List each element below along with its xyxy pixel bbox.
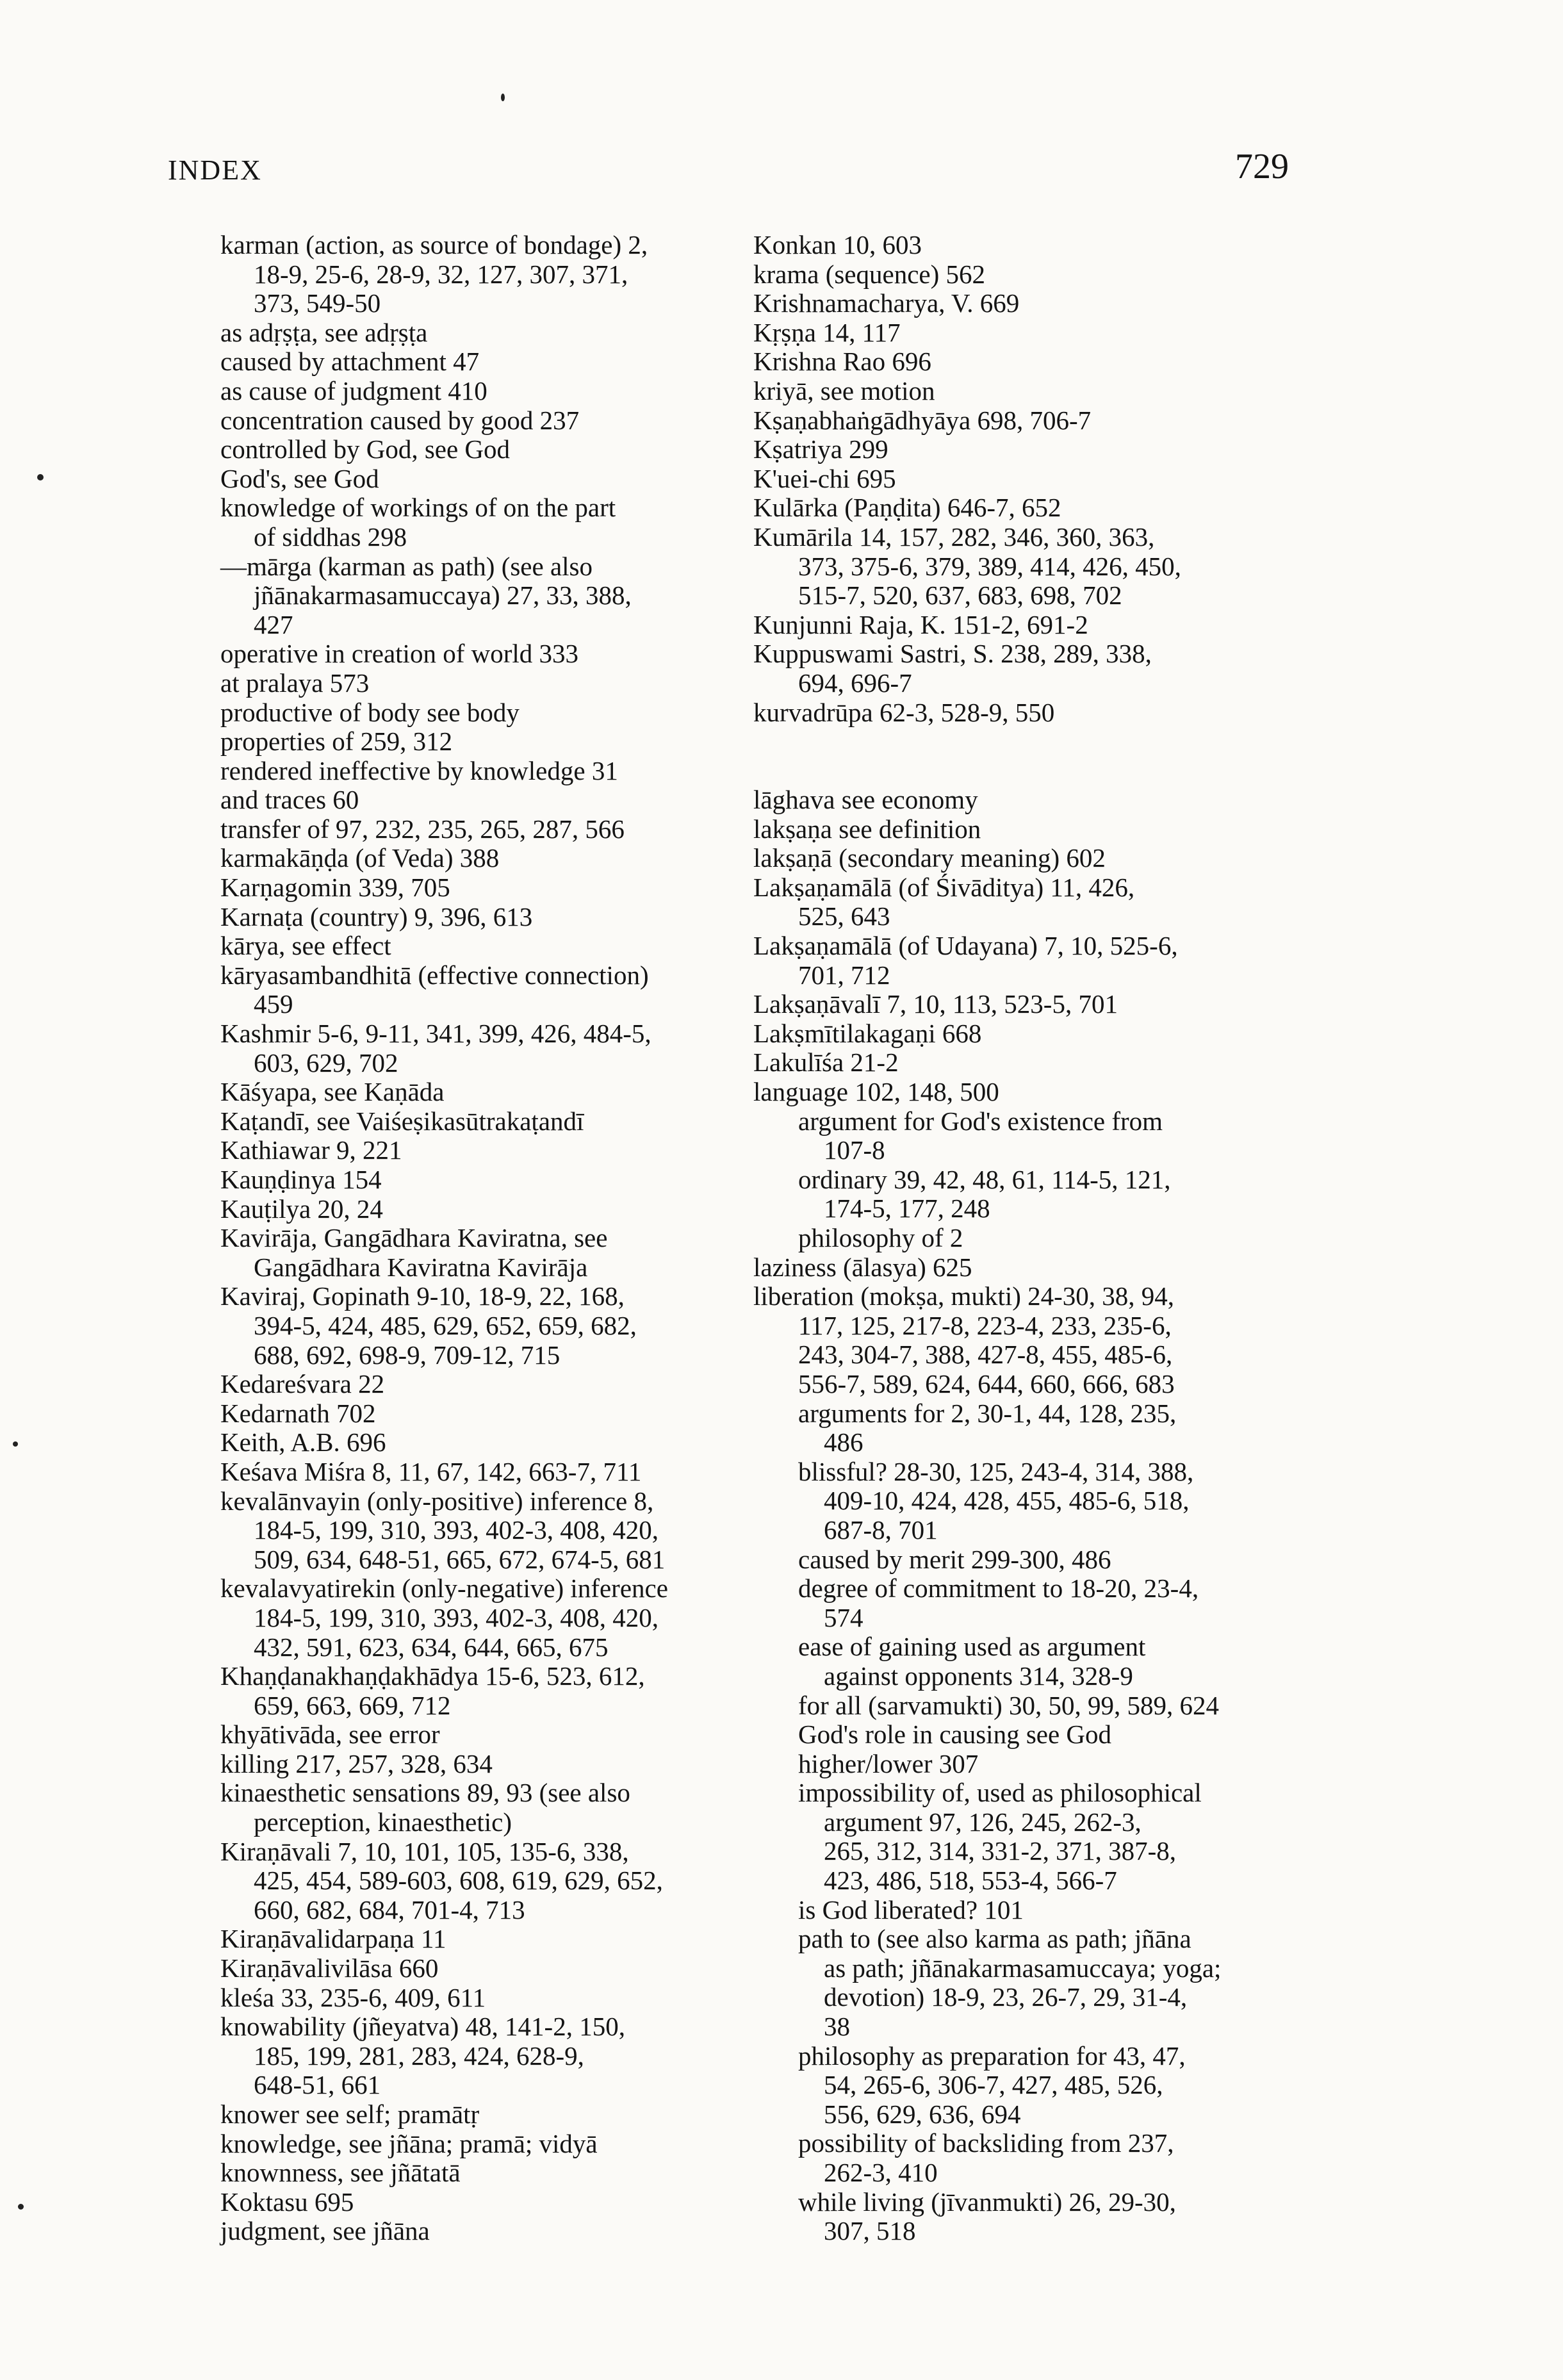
index-subentry: 525, 643 (798, 901, 890, 931)
index-heading: lakṣaṇa see definition (753, 814, 981, 844)
index-heading: Krishnamacharya, V. 669 (753, 288, 1020, 318)
index-subentry: and traces 60 (220, 785, 359, 815)
index-heading: Kedarnath 702 (220, 1398, 376, 1428)
index-subentry: 373, 375-6, 379, 389, 414, 426, 450, (798, 551, 1181, 581)
index-subentry: path to (see also karma as path; jñāna (798, 1924, 1191, 1954)
index-continuation: 509, 634, 648-51, 665, 672, 674-5, 681 (254, 1544, 666, 1574)
index-heading: khyātivāda, see error (220, 1719, 440, 1750)
index-heading: knowledge, see jñāna; pramā; vidyā (220, 2128, 598, 2158)
scan-speck (501, 94, 505, 101)
index-subentry: —mārga (karman as path) (see also (220, 551, 593, 581)
scan-speck (13, 1441, 18, 1447)
index-continuation: 648-51, 661 (254, 2070, 381, 2100)
index-heading: Kiraṇāvali 7, 10, 101, 105, 135-6, 338, (220, 1836, 629, 1866)
index-heading: krama (sequence) 562 (753, 259, 985, 289)
entry-group-gap (753, 727, 1279, 785)
index-subentry: higher/lower 307 (798, 1748, 979, 1778)
index-heading: Kauṇḍinya 154 (220, 1165, 382, 1194)
index-continuation: 423, 486, 518, 553-4, 566-7 (824, 1866, 1117, 1896)
index-subentry: transfer of 97, 232, 235, 265, 287, 566 (220, 814, 625, 844)
index-subentry: rendered ineffective by knowledge 31 (220, 755, 618, 785)
index-heading: killing 217, 257, 328, 634 (220, 1748, 493, 1778)
index-heading: kārya, see effect (220, 931, 391, 961)
index-continuation: 262-3, 410 (824, 2158, 938, 2187)
index-subentry: impossibility of, used as philosophical (798, 1778, 1202, 1808)
index-continuation: 659, 663, 669, 712 (254, 1690, 451, 1720)
index-subentry: 243, 304-7, 388, 427-8, 455, 485-6, (798, 1340, 1173, 1370)
index-heading: knownness, see jñātatā (220, 2158, 461, 2188)
index-heading: Kṣaṇabhaṅgādhyāya 698, 706-7 (753, 405, 1092, 435)
index-continuation: 459 (254, 989, 293, 1019)
index-heading: Kathiawar 9, 221 (220, 1135, 402, 1165)
index-subentry: 556-7, 589, 624, 644, 660, 666, 683 (798, 1368, 1175, 1399)
index-heading: Khaṇḍanakhaṇḍakhādya 15-6, 523, 612, (220, 1661, 645, 1691)
index-continuation: jñānakarmasamuccaya) 27, 33, 388, (254, 580, 632, 611)
index-heading: Lakṣmītilakagaṇi 668 (753, 1018, 982, 1048)
index-subentry: properties of 259, 312 (220, 726, 453, 757)
index-heading: Lakṣaṇamālā (of Udayana) 7, 10, 525-6, (753, 931, 1178, 961)
index-heading: K'uei-chi 695 (753, 463, 896, 493)
index-heading: kevalānvayin (only-positive) inference 8, (220, 1486, 654, 1516)
index-heading: Kṛṣṇa 14, 117 (753, 317, 901, 347)
index-heading: Koktasu 695 (220, 2187, 354, 2217)
index-continuation: 265, 312, 314, 331-2, 371, 387-8, (824, 1836, 1177, 1866)
scan-speck (37, 474, 44, 480)
index-continuation: 660, 682, 684, 701-4, 713 (254, 1894, 525, 1925)
index-subentry: controlled by God, see God (220, 434, 511, 464)
index-continuation: 373, 549-50 (254, 288, 381, 318)
index-heading: karmakāṇḍa (of Veda) 388 (220, 843, 500, 873)
index-continuation: against opponents 314, 328-9 (824, 1661, 1133, 1691)
index-subentry: God's role in causing see God (798, 1719, 1112, 1750)
index-heading: Keith, A.B. 696 (220, 1427, 386, 1457)
index-continuation: 54, 265-6, 306-7, 427, 485, 526, (824, 2070, 1163, 2100)
index-heading: knower see self; pramātṛ (220, 2099, 480, 2129)
index-continuation: Gangādhara Kaviratna Kavirāja (254, 1252, 588, 1282)
index-subentry: argument for God's existence from (798, 1106, 1163, 1136)
index-subentry: degree of commitment to 18-20, 23-4, (798, 1573, 1199, 1604)
index-heading: language 102, 148, 500 (753, 1077, 999, 1107)
index-continuation: 307, 518 (824, 2216, 916, 2246)
index-heading: Kṣatriya 299 (753, 434, 888, 464)
index-heading: Kuppuswami Sastri, S. 238, 289, 338, (753, 639, 1152, 669)
index-continuation: 687-8, 701 (824, 1514, 938, 1545)
index-subentry: while living (jīvanmukti) 26, 29-30, (798, 2187, 1176, 2217)
index-continuation: 38 (824, 2012, 850, 2042)
index-subentry: philosophy as preparation for 43, 47, (798, 2040, 1186, 2071)
index-heading: Lakṣaṇāvalī 7, 10, 113, 523-5, 701 (753, 989, 1118, 1019)
index-heading: Kumārila 14, 157, 282, 346, 360, 363, (753, 521, 1155, 552)
index-subentry: 515-7, 520, 637, 683, 698, 702 (798, 580, 1122, 611)
index-continuation: 574 (824, 1602, 863, 1632)
index-subentry: is God liberated? 101 (798, 1894, 1024, 1925)
index-heading: Lakulīśa 21-2 (753, 1047, 899, 1078)
page-number: 729 (1235, 147, 1289, 186)
index-column-left (220, 231, 715, 2246)
index-heading: kriyā, see motion (753, 375, 935, 406)
index-heading: Lakṣaṇamālā (of Śivāditya) 11, 426, (753, 872, 1135, 902)
index-subentry: for all (sarvamukti) 30, 50, 99, 589, 624 (798, 1690, 1220, 1720)
index-subentry: as adṛṣṭa, see adṛṣṭa (220, 317, 428, 347)
index-heading: Konkan 10, 603 (753, 230, 922, 259)
index-heading: knowability (jñeyatva) 48, 141-2, 150, (220, 2012, 625, 2042)
index-subentry: as cause of judgment 410 (220, 375, 487, 406)
index-subentry: caused by merit 299-300, 486 (798, 1544, 1111, 1574)
index-heading: Kiraṇāvalivilāsa 660 (220, 1953, 439, 1983)
index-column-right (753, 231, 1279, 2246)
index-continuation: 688, 692, 698-9, 709-12, 715 (254, 1340, 561, 1370)
index-heading: Kavirāja, Gangādhara Kaviratna, see (220, 1223, 608, 1253)
index-heading: Kaṭandī, see Vaiśeṣikasūtrakaṭandī (220, 1106, 584, 1136)
index-continuation: 425, 454, 589-603, 608, 619, 629, 652, (254, 1866, 663, 1896)
index-heading: kleśa 33, 235-6, 409, 611 (220, 1982, 486, 2012)
index-continuation: of siddhas 298 (254, 521, 407, 552)
index-subentry: ease of gaining used as argument (798, 1632, 1146, 1662)
index-heading: Kulārka (Paṇḍita) 646-7, 652 (753, 493, 1061, 523)
index-subentry: knowledge of workings of on the part (220, 493, 616, 523)
index-heading: karman (action, as source of bondage) 2, (220, 230, 648, 259)
index-subentry: 701, 712 (798, 960, 890, 990)
index-continuation: 427 (254, 609, 293, 639)
index-heading: Kunjunni Raja, K. 151-2, 691-2 (753, 609, 1088, 639)
index-subentry: at pralaya 573 (220, 668, 370, 698)
index-continuation: 107-8 (824, 1135, 885, 1165)
index-heading: Kedareśvara 22 (220, 1369, 385, 1399)
index-continuation: 603, 629, 702 (254, 1047, 398, 1078)
index-subentry: caused by attachment 47 (220, 347, 480, 377)
index-heading: laziness (ālasya) 625 (753, 1252, 972, 1282)
index-heading: Krishna Rao 696 (753, 347, 931, 377)
index-continuation: devotion) 18-9, 23, 26-7, 29, 31-4, (824, 1982, 1188, 2012)
index-continuation: 432, 591, 623, 634, 644, 665, 675 (254, 1632, 609, 1662)
index-continuation: 185, 199, 281, 283, 424, 628-9, (254, 2040, 584, 2071)
index-continuation: argument 97, 126, 245, 262-3, (824, 1807, 1142, 1837)
scan-speck (18, 2204, 24, 2210)
index-continuation: 486 (824, 1427, 863, 1457)
index-subentry: concentration caused by good 237 (220, 405, 580, 435)
index-continuation: 394-5, 424, 485, 629, 652, 659, 682, (254, 1310, 637, 1340)
index-continuation: 409-10, 424, 428, 455, 485-6, 518, (824, 1486, 1190, 1516)
index-heading: liberation (mokṣa, mukti) 24-30, 38, 94, (753, 1281, 1175, 1311)
index-subentry: 694, 696-7 (798, 668, 912, 698)
index-continuation: 174-5, 177, 248 (824, 1194, 990, 1224)
index-subentry: 117, 125, 217-8, 223-4, 233, 235-6, (798, 1310, 1172, 1340)
index-subentry: productive of body see body (220, 697, 520, 727)
index-heading: kāryasambandhitā (effective connection) (220, 960, 649, 990)
index-subentry: philosophy of 2 (798, 1223, 963, 1252)
index-continuation: perception, kinaesthetic) (254, 1807, 512, 1837)
index-heading: Kashmir 5-6, 9-11, 341, 399, 426, 484-5, (220, 1019, 651, 1049)
index-subentry: operative in creation of world 333 (220, 639, 579, 669)
index-continuation: 184-5, 199, 310, 393, 402-3, 408, 420, (254, 1515, 659, 1545)
index-subentry: God's, see God (220, 463, 379, 493)
index-subentry: possibility of backsliding from 237, (798, 2128, 1174, 2158)
index-heading: Karnaṭa (country) 9, 396, 613 (220, 901, 533, 931)
index-heading: judgment, see jñāna (220, 2216, 430, 2246)
index-continuation: 184-5, 199, 310, 393, 402-3, 408, 420, (254, 1602, 659, 1632)
index-heading: lāghava see economy (753, 785, 978, 815)
index-heading: Kauṭilya 20, 24 (220, 1194, 383, 1224)
index-heading: Keśava Miśra 8, 11, 67, 142, 663-7, 711 (220, 1456, 642, 1486)
index-heading: lakṣaṇā (secondary meaning) 602 (753, 843, 1106, 873)
index-heading: Kaviraj, Gopinath 9-10, 18-9, 22, 168, (220, 1281, 625, 1311)
index-heading: Kiraṇāvalidarpaṇa 11 (220, 1924, 446, 1954)
index-heading: kevalavyatirekin (only-negative) inference (220, 1573, 668, 1604)
index-continuation: 556, 629, 636, 694 (824, 2099, 1021, 2129)
index-continuation: 18-9, 25-6, 28-9, 32, 127, 307, 371, (254, 259, 628, 289)
index-heading: kinaesthetic sensations 89, 93 (see also (220, 1778, 630, 1808)
index-subentry: arguments for 2, 30-1, 44, 128, 235, (798, 1398, 1177, 1428)
index-heading: Kāśyapa, see Kaṇāda (220, 1077, 445, 1107)
index-heading: Karṇagomin 339, 705 (220, 873, 450, 903)
index-subentry: blissful? 28-30, 125, 243-4, 314, 388, (798, 1456, 1194, 1486)
index-subentry: ordinary 39, 42, 48, 61, 114-5, 121, (798, 1164, 1171, 1194)
index-heading: kurvadrūpa 62-3, 528-9, 550 (753, 697, 1055, 727)
running-head: INDEX (168, 154, 262, 186)
index-continuation: as path; jñānakarmasamuccaya; yoga; (824, 1953, 1222, 1983)
